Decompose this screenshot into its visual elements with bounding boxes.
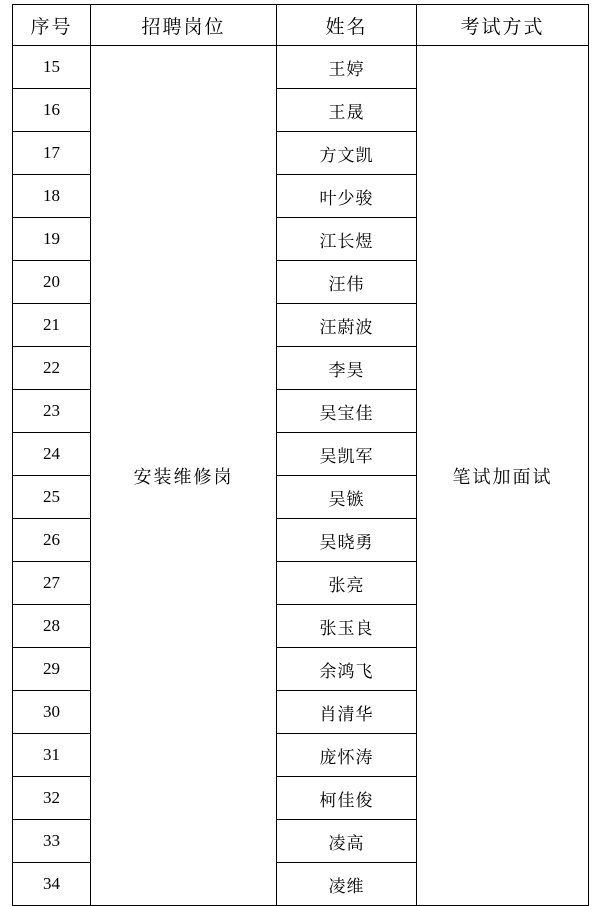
cell-index: 28: [13, 605, 91, 648]
cell-index: 27: [13, 562, 91, 605]
cell-index: 31: [13, 734, 91, 777]
cell-index: 22: [13, 347, 91, 390]
recruitment-roster-table: [12, 4, 589, 906]
cell-index: 33: [13, 820, 91, 863]
cell-name: 吴镞: [277, 476, 417, 519]
cell-index: 29: [13, 648, 91, 691]
cell-name: 余鸿飞: [277, 648, 417, 691]
cell-index: 15: [13, 46, 91, 89]
cell-index: 24: [13, 433, 91, 476]
column-header-name: 姓名: [277, 5, 417, 46]
cell-name: 吴晓勇: [277, 519, 417, 562]
table-row: [13, 46, 589, 89]
cell-index: 17: [13, 132, 91, 175]
cell-name: 汪蔚波: [277, 304, 417, 347]
cell-index: 30: [13, 691, 91, 734]
cell-name: 吴凯军: [277, 433, 417, 476]
cell-name: 叶少骏: [277, 175, 417, 218]
cell-index: 26: [13, 519, 91, 562]
cell-name: 王婷: [277, 46, 417, 89]
column-header-index: 序号: [13, 5, 91, 46]
cell-name: 张玉良: [277, 605, 417, 648]
cell-index: 18: [13, 175, 91, 218]
cell-name: 凌高: [277, 820, 417, 863]
cell-name: 王晟: [277, 89, 417, 132]
cell-name: 张亮: [277, 562, 417, 605]
cell-index: 25: [13, 476, 91, 519]
cell-index: 34: [13, 863, 91, 906]
cell-exam-method-merged: 笔试加面试: [417, 46, 589, 906]
cell-index: 16: [13, 89, 91, 132]
cell-index: 23: [13, 390, 91, 433]
cell-name: 庞怀涛: [277, 734, 417, 777]
cell-index: 32: [13, 777, 91, 820]
table-body: [13, 46, 589, 906]
cell-name: 汪伟: [277, 261, 417, 304]
cell-index: 21: [13, 304, 91, 347]
cell-name: 方文凯: [277, 132, 417, 175]
table-header: [13, 5, 589, 46]
table-header-row: [13, 5, 589, 46]
cell-name: 肖清华: [277, 691, 417, 734]
cell-index: 20: [13, 261, 91, 304]
cell-name: 江长煜: [277, 218, 417, 261]
cell-name: 李昊: [277, 347, 417, 390]
cell-index: 19: [13, 218, 91, 261]
column-header-exam-method: 考试方式: [417, 5, 589, 46]
cell-name: 凌维: [277, 863, 417, 906]
column-header-position: 招聘岗位: [91, 5, 277, 46]
cell-position-merged: 安装维修岗: [91, 46, 277, 906]
cell-name: 吴宝佳: [277, 390, 417, 433]
cell-name: 柯佳俊: [277, 777, 417, 820]
